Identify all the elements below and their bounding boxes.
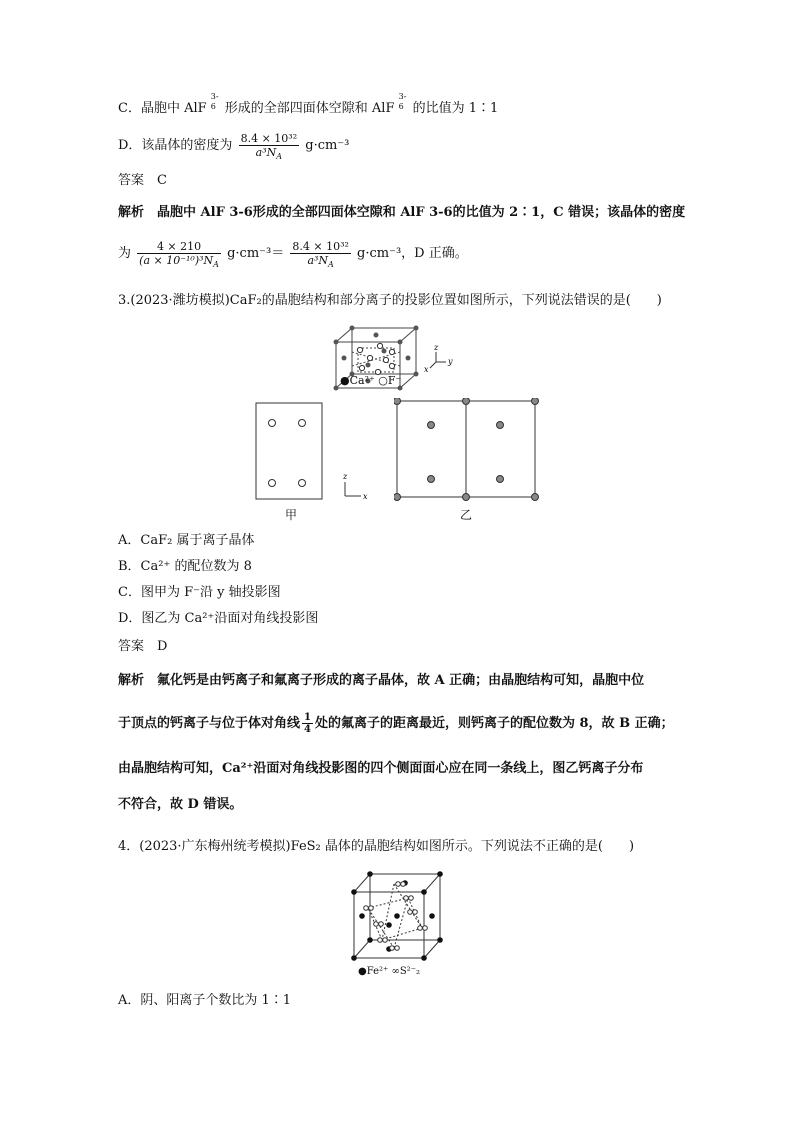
q3-explanation-line2: 于顶点的钙离子与位于体对角线 $\frac{1}{4}$ 处的氟离子的距离最近，则钙离子的配位数为 8，故 B 正确； xyxy=(118,712,674,735)
q3-option-b: B．Ca²⁺ 的配位数为 8 xyxy=(118,559,252,574)
q2-answer: 答案 C xyxy=(118,173,167,188)
label-jia: 甲 xyxy=(285,508,298,522)
q3-option-a: A．CaF₂ 属于离子晶体 xyxy=(118,533,255,548)
q2-option-d: D．该晶体的密度为 $\frac{\text{8.4 × 10³²}}{a^3N_A}$ g·cm⁻³ xyxy=(118,132,350,162)
caf2-legend: ●Ca²⁺ ○F⁻ xyxy=(340,374,402,387)
q4-title: 4．(2023·广东梅州统考模拟)FeS₂ 晶体的晶胞结构如图所示。下列说法不正确的是( ) xyxy=(118,839,635,854)
q2-explanation-line1: 解析 晶胞中 AlF 3-6形成的全部四面体空隙和 AlF 3-6的比值为 2∶1，C 错误；该晶体的密度 xyxy=(118,205,686,220)
q4-option-a: A．阴、阳离子个数比为 1∶1 xyxy=(118,993,292,1008)
q3-explanation-line3: 由晶胞结构可知，Ca²⁺沿面对角线投影图的四个侧面面心应在同一条线上，图乙钙离子分布 xyxy=(118,761,644,776)
svg-text:z: z xyxy=(343,472,348,481)
svg-text:x: x xyxy=(424,365,429,374)
q3-option-c: C．图甲为 F⁻沿 y 轴投影图 xyxy=(118,585,281,600)
q3-option-d: D．图乙为 Ca²⁺沿面对角线投影图 xyxy=(118,611,319,626)
q3-explanation-line4: 不符合，故 D 错误。 xyxy=(118,797,243,812)
q3-answer: 答案 D xyxy=(118,639,168,654)
projection-jia-figure xyxy=(255,402,375,502)
projection-yi-figure xyxy=(394,398,540,502)
svg-text:y: y xyxy=(448,357,453,366)
fes2-legend: ●Fe²⁺ ∞S²⁻₂ xyxy=(358,966,420,977)
svg-text:x: x xyxy=(363,492,368,501)
q2-explanation-line2: 为 $\frac{4 \times 210}{(a \times 10^{-10})^3N_A}$ g·cm⁻³＝ $\frac{\text{8.4 × 10³²}}{a^3N_A}$ g·cm⁻³，D 正确。 xyxy=(118,240,468,270)
q2-option-c: C．晶胞中 AlF 3- 6 形成的全部四面体空隙和 AlF 3- 6 的比值为 1∶1 xyxy=(118,92,499,116)
q3-title: 3.(2023·潍坊模拟)CaF₂的晶胞结构和部分离子的投影位置如图所示，下列说法错误的是( ) xyxy=(118,293,662,308)
svg-text:z: z xyxy=(434,343,439,352)
fes2-unit-cell-figure xyxy=(348,868,448,964)
label-yi: 乙 xyxy=(460,508,473,522)
density-fraction: $\frac{\text{8.4 × 10³²}}{a^3N_A}$ xyxy=(240,132,298,162)
q3-explanation-line1: 解析 氟化钙是由钙离子和氟离子形成的离子晶体，故 A 正确；由晶胞结构可知，晶胞中位 xyxy=(118,673,645,688)
